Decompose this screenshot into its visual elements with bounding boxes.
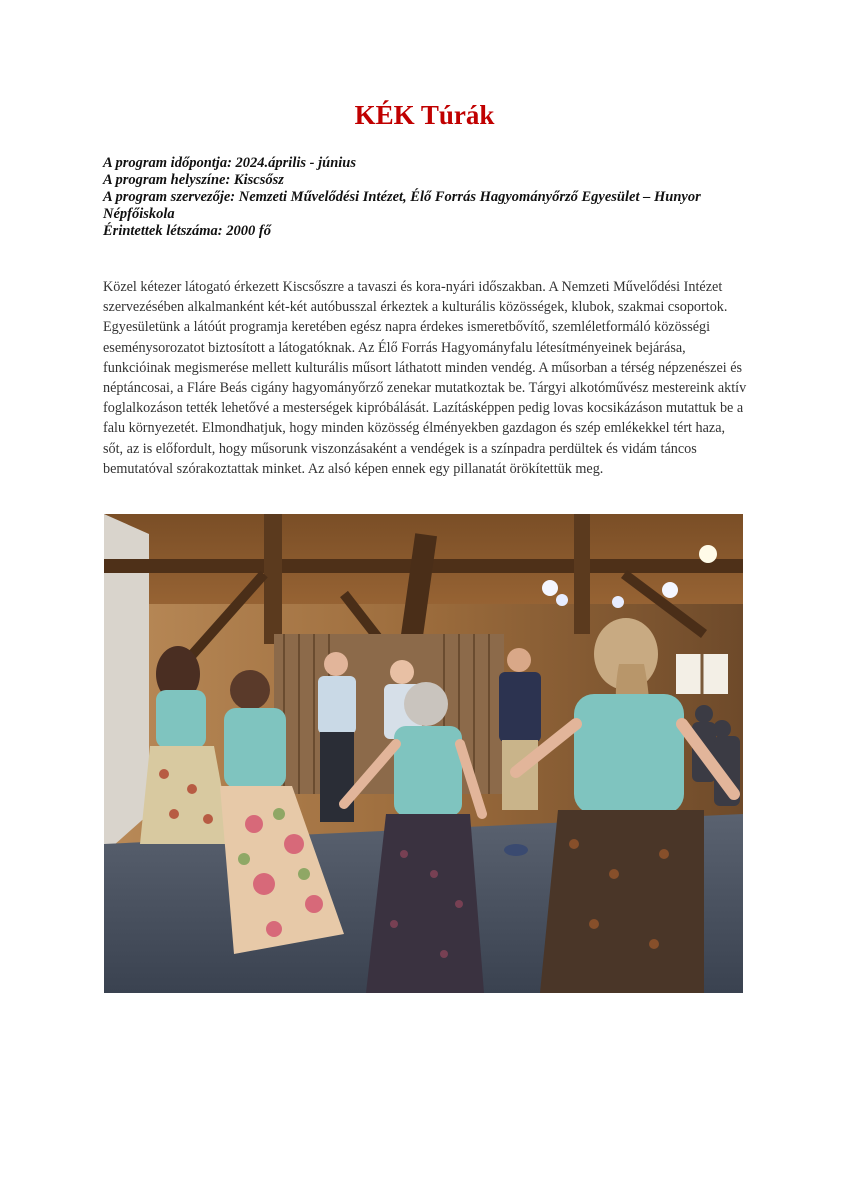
page-title: KÉK Túrák (354, 100, 495, 130)
program-info (103, 155, 753, 240)
dance-photo-illustration (104, 514, 743, 993)
program-organizer: A program szervezője: Nemzeti Művelődési Intézet, Élő Forrás Hagyományőrző Egyesület – Hunyor Népfőiskola (103, 189, 701, 222)
program-date: A program időpontja: 2024.április - június (103, 155, 357, 171)
dance-photo (104, 514, 743, 993)
article-paragraph: Közel kétezer látogató érkezett Kiscsőszre a tavaszi és kora-nyári időszakban. A Nemzeti Művelődési Intézet szervezésében alkalmanként két-két autóbusszal érkeztek a kulturális közösségek, klubok, szakmai csoportok. Egyesületünk a látóút programja keretében egész napra érdekes ismeretbővítő, szemléletformáló közösségi eseménysorozatot biztosított a látogatóknak. Az Élő Forrás Hagyományfalu létesítményeinek bejárása, funkcióinak megismerése mellett kulturális műsort láthatott minden vendég. A műsorban a térség népzenészei és néptáncosai, a Fláre Beás cigány hagyományőrző zenekar mutatkoztak be. Tárgyi alkotóművész mestereink aktív foglalkozáson tették lehetővé a mesterségek kipróbálását. Lazításképpen pedig lovas kocsikázáson mutattuk be a falu környezetét. Elmondhatjuk, hogy minden közösség élményekben gazdagon és szép emlékekkel tért haza, sőt, az is előfordult, hogy műsorunk viszonzásaként a vendégek is a színpadra perdültek és vidám táncos bemutatóval szórakoztattak minket. Az alsó képen ennek egy pillanatát örökítettük meg. (103, 279, 747, 477)
participant-count: Érintettek létszáma: 2000 fő (103, 223, 271, 239)
program-location: A program helyszíne: Kiscsősz (103, 172, 284, 188)
